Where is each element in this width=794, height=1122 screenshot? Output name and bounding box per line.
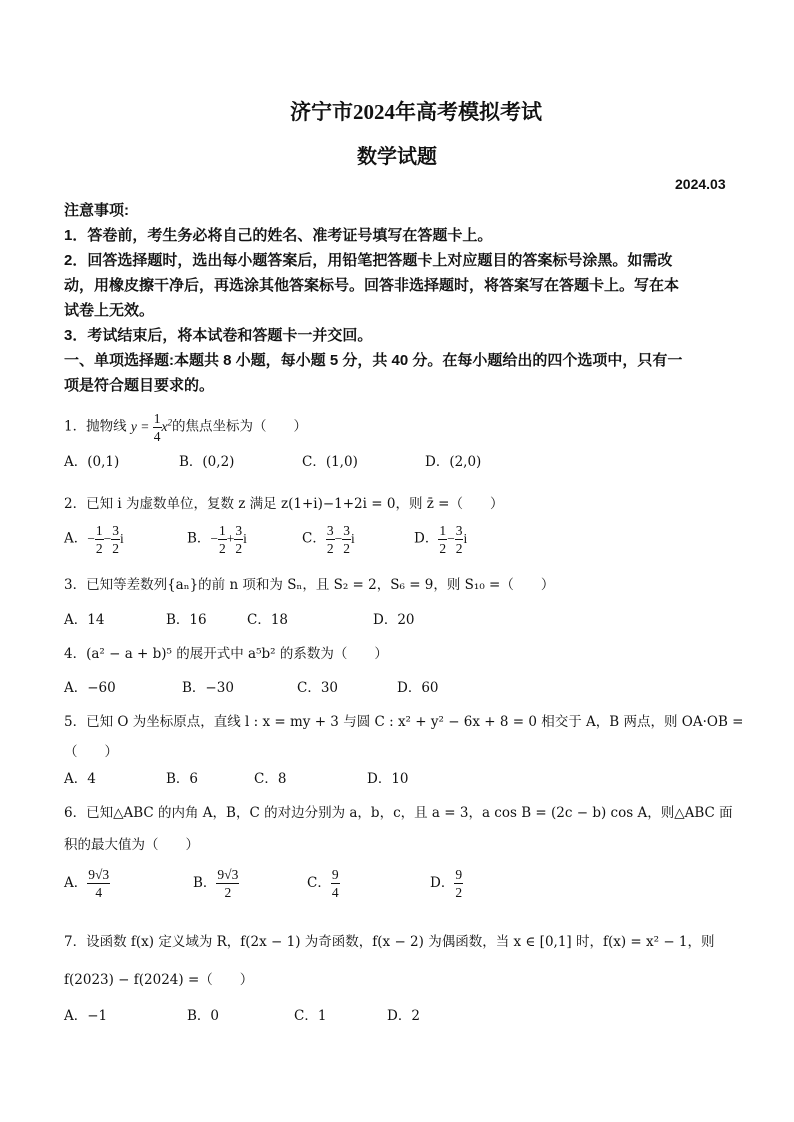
q6-option-c (307, 866, 340, 901)
section-heading-line-2: 项是符合题目要求的。 (64, 377, 215, 394)
notice-item-1: 1．答卷前，考生务必将自己的姓名、准考证号填写在答题卡上。 (64, 227, 493, 244)
question-7-stem-2: f(2023) − f(2024) =（ ） (64, 972, 254, 988)
q3-option-c: C．18 (247, 612, 289, 628)
q4-option-a: A．−60 (64, 680, 116, 696)
q2-d-label: D． (414, 530, 439, 547)
q2-option-d (414, 522, 467, 557)
q1-option-b: B．(0,2) (179, 454, 235, 470)
notice-heading: 注意事项: (64, 202, 129, 219)
q6-a-value: $\frac{9√3}{4}$ (88, 867, 110, 900)
q6-c-label: C． (307, 875, 331, 891)
q5-option-d: D．10 (367, 771, 409, 787)
q6-d-value: $\frac{9}{2}$ (455, 867, 463, 900)
q3-option-d: D．20 (373, 612, 415, 628)
question-1-stem (64, 402, 307, 447)
q2-c-label: C． (302, 530, 326, 547)
q2-option-c (302, 522, 355, 557)
q5-option-a: A．4 (64, 771, 96, 787)
question-4-stem: 4．(a² − a + b)⁵ 的展开式中 a⁵b² 的系数为（ ） (64, 646, 388, 662)
q7-option-c: C．1 (294, 1008, 327, 1024)
q1-option-d: D．(2,0) (425, 454, 482, 470)
q7-option-b: B．0 (187, 1008, 220, 1024)
q6-d-label: D． (430, 875, 455, 891)
notice-item-2-line-3: 试卷上无效。 (64, 302, 155, 319)
q5-option-c: C．8 (254, 771, 287, 787)
q6-a-label: A． (64, 875, 88, 891)
exam-date: 2024.03 (675, 176, 726, 192)
q2-b-value: − $\frac{1}{2}$ + $\frac{3}{2}$ i (210, 523, 247, 556)
exam-title: 济宁市2024年高考模拟考试 (290, 100, 542, 124)
q6-b-value: $\frac{9√3}{2}$ (217, 867, 239, 900)
question-7-stem: 7．设函数 f(x) 定义域为 R，f(2x − 1) 为奇函数，f(x − 2) 为偶函数，当 x ∈ [0,1] 时，f(x) = x² − 1，则 (64, 934, 715, 950)
notice-item-2-line-1: 2．回答选择题时，选出每小题答案后，用铅笔把答题卡上对应题目的答案标号涂黑。如需改 (64, 252, 673, 269)
q2-a-label: A． (64, 530, 88, 547)
q1-option-c: C．(1,0) (302, 454, 358, 470)
q6-option-b (193, 866, 239, 901)
q2-c-value: $\frac{3}{2}$ − $\frac{3}{2}$ i (326, 523, 355, 556)
question-2-stem: 2．已知 i 为虚数单位，复数 z 满足 z(1+i)−1+2i = 0，则 z̄ =（ ） (64, 496, 504, 512)
q3-option-a: A．14 (64, 612, 105, 628)
q6-option-d (430, 866, 463, 901)
q1-option-a: A．(0,1) (64, 454, 120, 470)
q7-option-a: A．−1 (64, 1008, 108, 1024)
notice-item-3: 3．考试结束后，将本试卷和答题卡一并交回。 (64, 327, 373, 344)
q4-option-c: C．30 (297, 680, 339, 696)
q4-option-d: D．60 (397, 680, 439, 696)
question-3-stem: 3．已知等差数列{aₙ}的前 n 项和为 Sₙ，且 S₂ = 2，S₆ = 9，则 S₁₀ =（ ） (64, 577, 555, 593)
q1-formula: y = $\frac{1}{4}$ $x^2$ (130, 410, 172, 444)
q7-option-d: D．2 (387, 1008, 420, 1024)
exam-subtitle: 数学试题 (357, 146, 437, 168)
q2-a-value: − $\frac{1}{2}$ − $\frac{3}{2}$ i (87, 523, 124, 556)
q1-stem-prefix: 1．抛物线 (64, 418, 131, 435)
q2-b-label: B． (187, 530, 211, 547)
q6-b-label: B． (193, 875, 217, 891)
question-6-stem-2: 积的最大值为（ ） (64, 837, 199, 853)
q5-option-b: B．6 (166, 771, 199, 787)
q2-d-value: $\frac{1}{2}$ − $\frac{3}{2}$ i (439, 523, 468, 556)
q2-option-a (64, 522, 124, 557)
q6-c-value: $\frac{9}{4}$ (331, 867, 339, 900)
q4-option-b: B．−30 (182, 680, 234, 696)
q3-option-b: B．16 (166, 612, 207, 628)
notice-item-2-line-2: 动，用橡皮擦干净后，再选涂其他答案标号。回答非选择题时，将答案写在答题卡上。写在本 (64, 277, 680, 294)
question-5-paren: （ ） (64, 744, 118, 760)
question-6-stem: 6．已知△ABC 的内角 A，B，C 的对边分别为 a，b，c，且 a = 3，a cos B = (2c − b) cos A，则△ABC 面 (64, 805, 733, 821)
q1-stem-suffix: 的焦点坐标为（ ） (172, 418, 307, 435)
section-heading-line-1: 一、单项选择题:本题共 8 小题，每小题 5 分，共 40 分。在每小题给出的四个选项中，只有一 (64, 352, 683, 369)
q6-option-a (64, 866, 110, 901)
q2-option-b (187, 522, 247, 557)
question-5-stem: 5．已知 O 为坐标原点，直线 l : x = my + 3 与圆 C : x² + y² − 6x + 8 = 0 相交于 A，B 两点，则 OA·OB = (64, 714, 744, 730)
